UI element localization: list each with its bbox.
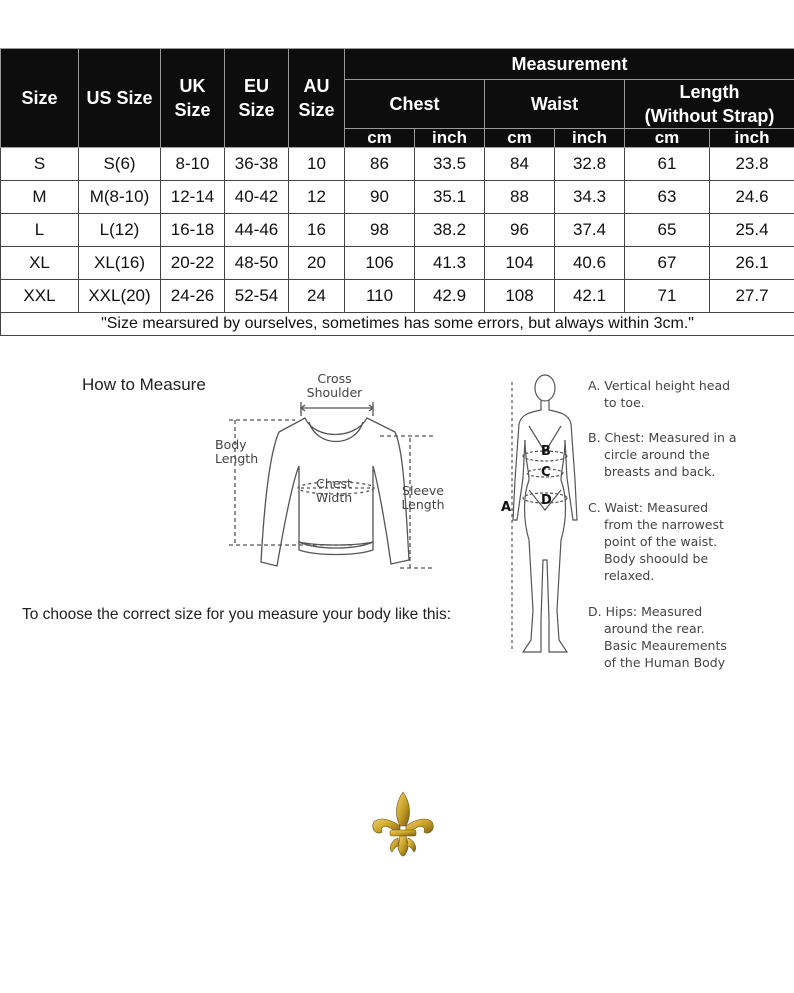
cell-chest-cm: 106 <box>345 247 415 280</box>
cell-size: L <box>1 214 79 247</box>
header-waist: Waist <box>485 80 625 129</box>
cell-waist-cm: 84 <box>485 148 555 181</box>
size-table-body <box>1 148 794 336</box>
label-body-length-line1: Body <box>215 437 247 452</box>
cell-length-inch: 23.8 <box>710 148 794 181</box>
unit-waist-cm: cm <box>485 129 555 148</box>
cell-waist-cm: 96 <box>485 214 555 247</box>
how-to-measure-title: How to Measure <box>82 375 206 394</box>
body-label-b: B <box>541 444 551 459</box>
cell-size: XL <box>1 247 79 280</box>
cell-length-cm: 65 <box>625 214 710 247</box>
label-sleeve-length-line2: Length <box>401 497 445 512</box>
unit-length-cm: cm <box>625 129 710 148</box>
header-length-line1: Length <box>679 82 740 102</box>
cell-chest-cm: 90 <box>345 181 415 214</box>
label-chest-width-line2: Width <box>315 490 353 505</box>
label-chest-width-line1: Chest <box>316 476 352 491</box>
cell-chest-cm: 110 <box>345 280 415 313</box>
measurement-note: "Size mearsured by ourselves, sometimes has some errors, but always within 3cm." <box>1 313 794 336</box>
label-cross-shoulder <box>297 372 372 400</box>
cell-length-cm: 71 <box>625 280 710 313</box>
label-sleeve-length <box>395 484 451 512</box>
cell-uk-size: 8-10 <box>161 148 225 181</box>
cell-au-size: 16 <box>289 214 345 247</box>
cell-us-size: XL(16) <box>79 247 161 280</box>
cell-waist-inch: 32.8 <box>555 148 625 181</box>
note-line: Basic Meaurements <box>604 638 727 653</box>
header-uk-size <box>161 49 225 148</box>
header-eu-size-line2: Size <box>238 100 275 120</box>
header-uk-size-line2: Size <box>174 100 211 120</box>
human-body-icon <box>495 370 585 662</box>
cell-us-size: S(6) <box>79 148 161 181</box>
label-cross-shoulder-line1: Cross <box>317 371 352 386</box>
cell-waist-cm: 108 <box>485 280 555 313</box>
note-line: circle around the <box>604 447 710 462</box>
body-label-c: C <box>541 465 551 480</box>
cell-chest-inch: 38.2 <box>415 214 485 247</box>
cell-length-cm: 63 <box>625 181 710 214</box>
cell-waist-cm: 88 <box>485 181 555 214</box>
measurement-note-a <box>588 377 788 411</box>
cell-chest-inch: 35.1 <box>415 181 485 214</box>
cell-eu-size: 52-54 <box>225 280 289 313</box>
cell-waist-inch: 42.1 <box>555 280 625 313</box>
table-row <box>1 280 794 313</box>
cell-au-size: 12 <box>289 181 345 214</box>
note-heading: C. Waist: Measured <box>588 500 709 515</box>
measurement-note-b <box>588 429 788 480</box>
header-au-size <box>289 49 345 148</box>
cell-size: XXL <box>1 280 79 313</box>
cell-uk-size: 24-26 <box>161 280 225 313</box>
cell-uk-size: 20-22 <box>161 247 225 280</box>
cell-uk-size: 12-14 <box>161 181 225 214</box>
note-line: from the narrowest <box>604 517 724 532</box>
header-length <box>625 80 794 129</box>
cell-waist-inch: 40.6 <box>555 247 625 280</box>
cell-eu-size: 48-50 <box>225 247 289 280</box>
cell-chest-cm: 86 <box>345 148 415 181</box>
cell-eu-size: 44-46 <box>225 214 289 247</box>
body-label-d: D <box>541 493 552 508</box>
cell-us-size: L(12) <box>79 214 161 247</box>
header-size: Size <box>1 49 79 148</box>
cell-chest-cm: 98 <box>345 214 415 247</box>
cell-au-size: 24 <box>289 280 345 313</box>
header-eu-size <box>225 49 289 148</box>
body-measure-diagram <box>495 370 585 662</box>
cell-au-size: 10 <box>289 148 345 181</box>
shirt-measure-diagram <box>205 370 455 580</box>
header-uk-size-line1: UK <box>179 76 206 96</box>
cell-us-size: XXL(20) <box>79 280 161 313</box>
header-eu-size-line1: EU <box>243 76 269 96</box>
label-sleeve-length-line1: Sleeve <box>402 483 444 498</box>
label-chest-width <box>309 477 359 505</box>
unit-length-inch: inch <box>710 129 794 148</box>
cell-length-inch: 24.6 <box>710 181 794 214</box>
cell-us-size: M(8-10) <box>79 181 161 214</box>
shirt-outline-icon <box>205 370 455 580</box>
unit-chest-cm: cm <box>345 129 415 148</box>
size-chart-table <box>0 48 794 336</box>
cell-length-inch: 26.1 <box>710 247 794 280</box>
measurement-note-d <box>588 603 788 671</box>
unit-chest-inch: inch <box>415 129 485 148</box>
header-measurement: Measurement <box>345 49 794 80</box>
note-line: to toe. <box>604 395 645 410</box>
measurement-note-c <box>588 499 788 584</box>
header-chest: Chest <box>345 80 485 129</box>
note-line: breasts and back. <box>604 464 716 479</box>
fleur-de-lis-icon <box>370 790 436 858</box>
body-label-a: A <box>501 500 512 515</box>
header-length-line2: (Without Strap) <box>644 106 775 126</box>
header-au-size-line1: AU <box>303 76 330 96</box>
cell-waist-cm: 104 <box>485 247 555 280</box>
note-heading: B. Chest: Measured in a <box>588 430 737 445</box>
cell-length-inch: 27.7 <box>710 280 794 313</box>
cell-size: M <box>1 181 79 214</box>
cell-size: S <box>1 148 79 181</box>
note-line: Body shoould be <box>604 551 709 566</box>
label-body-length <box>215 438 265 466</box>
label-body-length-line2: Length <box>215 451 259 466</box>
label-cross-shoulder-line2: Shoulder <box>306 385 363 400</box>
cell-au-size: 20 <box>289 247 345 280</box>
cell-eu-size: 36-38 <box>225 148 289 181</box>
unit-waist-inch: inch <box>555 129 625 148</box>
note-heading: D. Hips: Measured <box>588 604 703 619</box>
header-us-size: US Size <box>79 49 161 148</box>
cell-length-cm: 67 <box>625 247 710 280</box>
note-line: relaxed. <box>604 568 655 583</box>
choose-size-instruction: To choose the correct size for you measure your body like this: <box>22 606 452 623</box>
table-row <box>1 148 794 181</box>
cell-chest-inch: 42.9 <box>415 280 485 313</box>
note-line: around the rear. <box>604 621 705 636</box>
note-line: point of the waist. <box>604 534 718 549</box>
cell-uk-size: 16-18 <box>161 214 225 247</box>
cell-waist-inch: 37.4 <box>555 214 625 247</box>
note-heading: A. Vertical height head <box>588 378 731 393</box>
cell-eu-size: 40-42 <box>225 181 289 214</box>
table-row <box>1 214 794 247</box>
cell-length-cm: 61 <box>625 148 710 181</box>
table-row <box>1 181 794 214</box>
cell-chest-inch: 41.3 <box>415 247 485 280</box>
cell-waist-inch: 34.3 <box>555 181 625 214</box>
header-au-size-line2: Size <box>298 100 335 120</box>
cell-chest-inch: 33.5 <box>415 148 485 181</box>
note-line: of the Human Body <box>604 655 726 670</box>
table-row <box>1 247 794 280</box>
cell-length-inch: 25.4 <box>710 214 794 247</box>
